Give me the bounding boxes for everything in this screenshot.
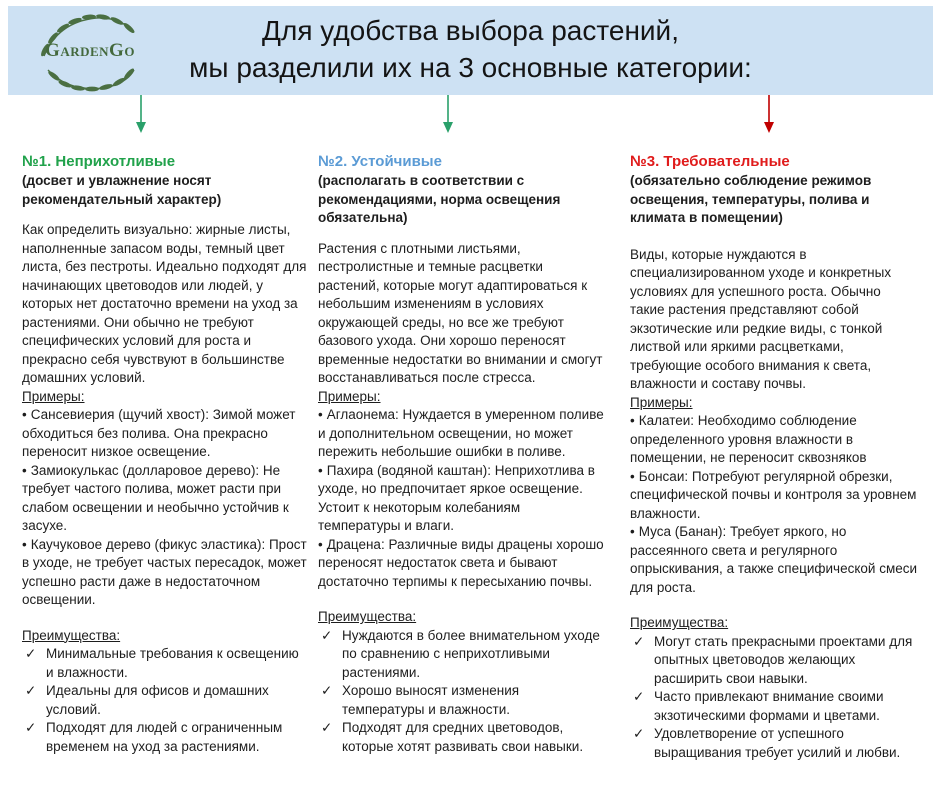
advantage-item (630, 725, 919, 762)
category-column-demanding (630, 152, 919, 762)
advantages-label: Преимущества: (630, 615, 729, 630)
check-icon: ✓ (321, 720, 333, 736)
category-column-resilient (318, 152, 605, 762)
example-text: Пахира (водяной каштан): Неприхотлива в уходе, но предпочитает яркое освещение. Устоит к некоторым колебаниям температуры и влаги. (318, 462, 595, 533)
arrow-down-icon (762, 95, 776, 135)
advantage-item (22, 645, 309, 682)
example-item (22, 406, 309, 462)
bullet-icon: • (318, 462, 323, 478)
example-item (318, 536, 605, 592)
example-text: Аглаонема: Нуждается в умеренном поливе и дополнительном освещении, но может пережить небольшие ошибки в поливе. (318, 407, 604, 459)
category-column-unpretentious (22, 152, 309, 762)
category-description: Виды, которые нуждаются в специализированном уходе и конкретных условиях для успешного роста. Обычно такие растения представляют собой экзотические или редкие виды, с тонкой листвой или яркими расцветками, требующие особого внимания к света, влажности и составу почвы. (630, 246, 892, 391)
example-item (630, 468, 919, 524)
title-banner (8, 6, 933, 95)
advantage-text: Подходят для средних цветоводов, которые хотят развивать свои навыки. (342, 720, 584, 754)
logo-wordmark: GardenGo (45, 40, 135, 61)
example-item (630, 412, 919, 468)
bullet-icon: • (22, 536, 27, 552)
example-text: Муса (Банан): Требует яркого, но рассеянного света и регулярного опрыскивания, а также специфической смеси для роста. (630, 524, 918, 595)
categories-section (22, 152, 919, 762)
examples-label: Примеры: (630, 394, 693, 410)
advantage-text: Могут стать прекрасными проектами для опытных цветоводов желающих расширить свои навыки. (654, 633, 913, 686)
advantage-text: Нуждаются в более внимательном уходе по сравнению с неприхотливыми растениями. (342, 627, 600, 680)
check-icon: ✓ (633, 633, 645, 650)
example-text: Каучуковое дерево (фикус эластика): Прост в уходе, не требует частых пересадок, может успешно расти даже в недостаточном освещении. (22, 536, 307, 607)
bullet-icon: • (318, 536, 323, 552)
advantage-text: Хорошо выносят изменения температуры и влажности. (342, 683, 520, 717)
advantage-text: Удовлетворение от успешного выращивания требует усилий и любви. (654, 726, 901, 760)
category-heading: №3. Требовательные (630, 153, 790, 170)
advantage-item (22, 682, 309, 719)
page-title-line1: Для удобства выбора растений, (262, 15, 679, 46)
check-icon: ✓ (321, 683, 333, 699)
advantage-item (630, 633, 919, 689)
advantage-text: Минимальные требования к освещению и влажности. (46, 646, 299, 680)
advantage-item (22, 719, 309, 756)
bullet-icon: • (22, 462, 27, 478)
category-heading: №2. Устойчивые (318, 153, 442, 170)
example-item (318, 462, 605, 536)
advantage-item (318, 682, 605, 719)
page-title-line2: мы разделили их на 3 основные категории: (189, 52, 752, 83)
bullet-icon: • (630, 468, 635, 484)
advantage-item (318, 719, 605, 756)
category-description: Как определить визуально: жирные листы, наполненные запасом воды, темный цвет листа, без пестроты. Идеально подходят для начинающих цветоводов или людей, у которых нет достаточно времени на уход за растениями. Они обычно не требуют специфических условий для роста и прекрасно себя чувствуют в большинстве домашних условий. (22, 222, 307, 385)
arrow-down-icon (441, 95, 455, 135)
advantages-label: Преимущества: (22, 627, 121, 643)
example-item (630, 523, 919, 597)
bullet-icon: • (22, 407, 27, 422)
example-text: Драцена: Различные виды драцены хорошо переносят недостаток света и бывают достаточно терпимы к пересыханию почвы. (318, 536, 604, 589)
check-icon: ✓ (321, 627, 333, 644)
advantage-item (630, 688, 919, 725)
bullet-icon: • (318, 407, 323, 422)
examples-label: Примеры: (318, 388, 381, 404)
example-text: Замиокулькас (долларовое дерево): Не требует частого полива, может расти при слабом освещении и необычно устойчив к засухе. (22, 462, 289, 533)
example-text: Сансевиерия (щучий хвост): Зимой может обходиться без полива. Она прекрасно переносит низкое освещение. (22, 407, 296, 459)
category-description: Растения с плотными листьями, пестролистные и темные расцветки растений, которые могут адаптироваться к небольшим изменениям в условиях окружающей среды, но все же требуют базового ухода. Они хорошо переносят временные недостатки во внимании и смогут восстанавливаться после стресса. (318, 240, 603, 385)
example-text: Калатеи: Необходимо соблюдение определенного уровня влажности в помещении, не переносит сквозняков (630, 413, 867, 465)
advantage-text: Идеальны для офисов и домашних условий. (46, 683, 269, 717)
example-item (22, 536, 309, 610)
examples-label: Примеры: (22, 388, 85, 404)
category-subheading: (досвет и увлажнение носят рекомендательный характер) (22, 173, 222, 207)
advantage-text: Часто привлекают внимание своими экзотическими формами и цветами. (654, 689, 884, 723)
check-icon: ✓ (25, 720, 37, 736)
category-subheading: (обязательно соблюдение режимов освещения, температуры, полива и климата в помещении) (630, 173, 872, 225)
page-title (8, 12, 933, 86)
bullet-icon: • (630, 413, 635, 428)
category-subheading: (располагать в соответствии с рекомендациями, норма освещения обязательна) (318, 173, 561, 225)
example-text: Бонсаи: Потребуют регулярной обрезки, специфической почвы и контроля за уровнем влажности. (630, 468, 917, 521)
arrow-down-icon (134, 95, 148, 135)
bullet-icon: • (630, 524, 635, 539)
check-icon: ✓ (633, 689, 645, 705)
check-icon: ✓ (25, 683, 37, 699)
advantages-label: Преимущества: (318, 609, 417, 624)
example-item (318, 406, 605, 462)
example-item (22, 462, 309, 536)
advantage-item (318, 627, 605, 683)
category-heading: №1. Неприхотливые (22, 153, 176, 170)
check-icon: ✓ (633, 726, 645, 742)
advantage-text: Подходят для людей с ограниченным временем на уход за растениями. (46, 720, 283, 754)
check-icon: ✓ (25, 646, 37, 662)
